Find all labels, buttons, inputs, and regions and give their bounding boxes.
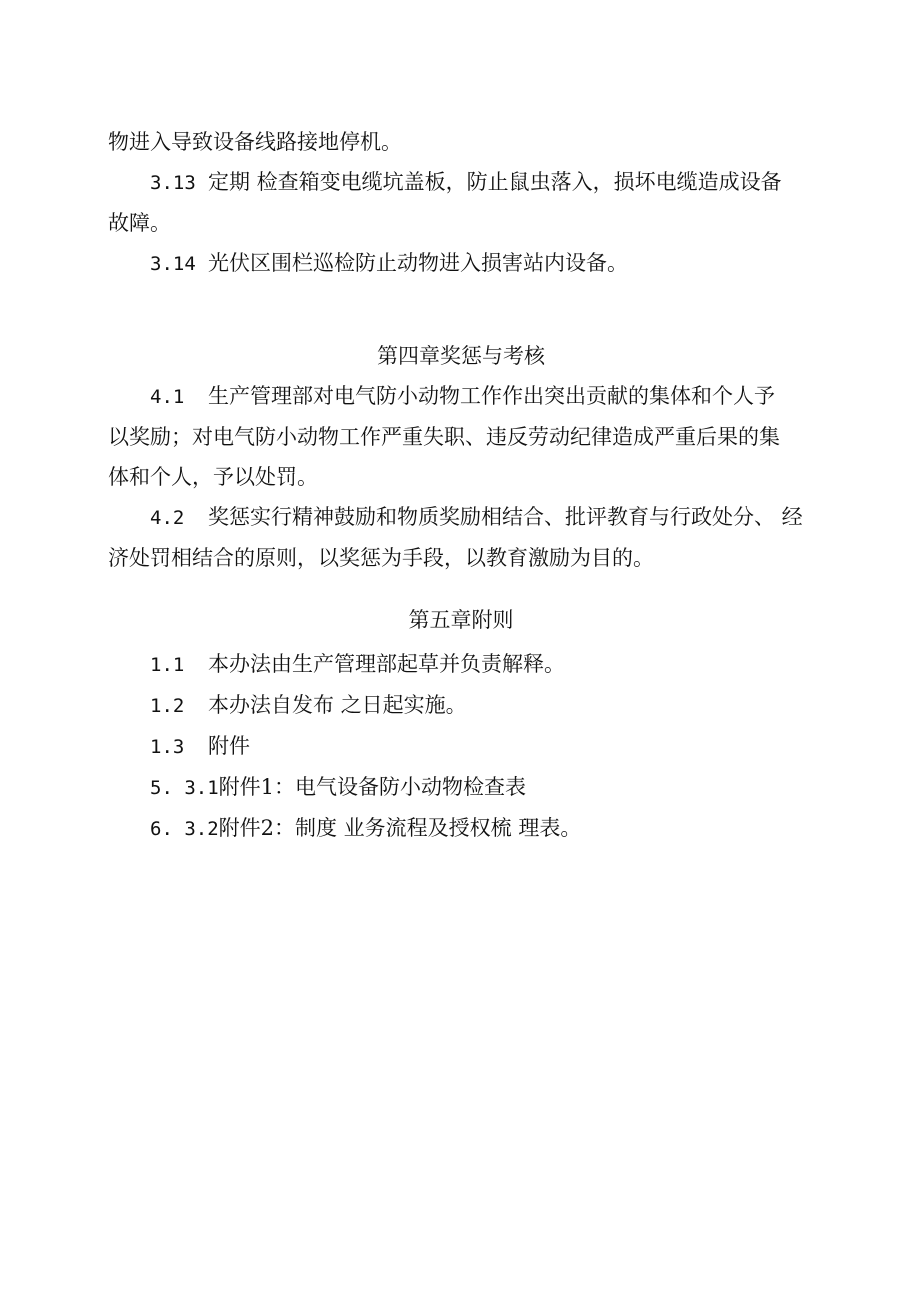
clause-text: 生产管理部对电气防小动物工作作出突出贡献的集体和个人予 bbox=[208, 384, 775, 408]
clause-number: 3.13 bbox=[150, 172, 196, 194]
chapter-4 bbox=[108, 336, 814, 578]
chapter-4-title: 第四章奖惩与考核 bbox=[377, 344, 545, 368]
clause-4-2 bbox=[108, 497, 814, 538]
clause-text: 光伏区围栏巡检防止动物进入损害站内设备。 bbox=[208, 251, 628, 275]
clause-number: 4.2 bbox=[150, 507, 185, 529]
clause-text: 附件 bbox=[208, 734, 250, 758]
clause-number: 5. 3.1 bbox=[150, 777, 219, 799]
clause-text: 奖惩实行精神鼓励和物质奖励相结合、批评教育与行政处分、 经 bbox=[208, 505, 803, 529]
section3-tail bbox=[108, 122, 814, 284]
clause-3-13-continuation: 故障。 bbox=[108, 211, 171, 235]
clause-number: 1.2 bbox=[150, 695, 185, 717]
continuation-line: 物进入导致设备线路接地停机。 bbox=[108, 130, 402, 154]
clause-text: 附件2：制度 业务流程及授权梳 理表。 bbox=[218, 816, 582, 840]
clause-number: 6. 3.2 bbox=[150, 818, 219, 840]
clause-4-1 bbox=[108, 376, 814, 417]
clause-number: 1.3 bbox=[150, 736, 185, 758]
clause-text: 附件1：电气设备防小动物检查表 bbox=[218, 775, 527, 799]
clause-number: 1.1 bbox=[150, 654, 185, 676]
chapter-5 bbox=[108, 600, 814, 849]
clause-number: 4.1 bbox=[150, 386, 185, 408]
clause-4-2-line-2: 济处罚相结合的原则，以奖惩为手段，以教育激励为目的。 bbox=[108, 546, 654, 570]
clause-5-3 bbox=[108, 726, 814, 767]
clause-5-1 bbox=[108, 644, 814, 685]
clause-3-13 bbox=[108, 162, 814, 203]
clause-number: 3.14 bbox=[150, 253, 196, 275]
clause-text: 本办法自发布 之日起实施。 bbox=[208, 693, 467, 717]
clause-5-2 bbox=[108, 685, 814, 726]
chapter-5-title: 第五章附则 bbox=[408, 608, 514, 632]
clause-text: 定期 检查箱变电缆坑盖板，防止鼠虫落入，损坏电缆造成设备 bbox=[208, 170, 782, 194]
attachment-1 bbox=[108, 767, 814, 808]
clause-3-14 bbox=[108, 243, 814, 284]
clause-4-1-line-2: 以奖励；对电气防小动物工作严重失职、违反劳动纪律造成严重后果的集 bbox=[108, 425, 780, 449]
clause-text: 本办法由生产管理部起草并负责解释。 bbox=[208, 652, 565, 676]
attachment-2 bbox=[108, 808, 814, 849]
clause-4-1-line-3: 体和个人，予以处罚。 bbox=[108, 465, 318, 489]
